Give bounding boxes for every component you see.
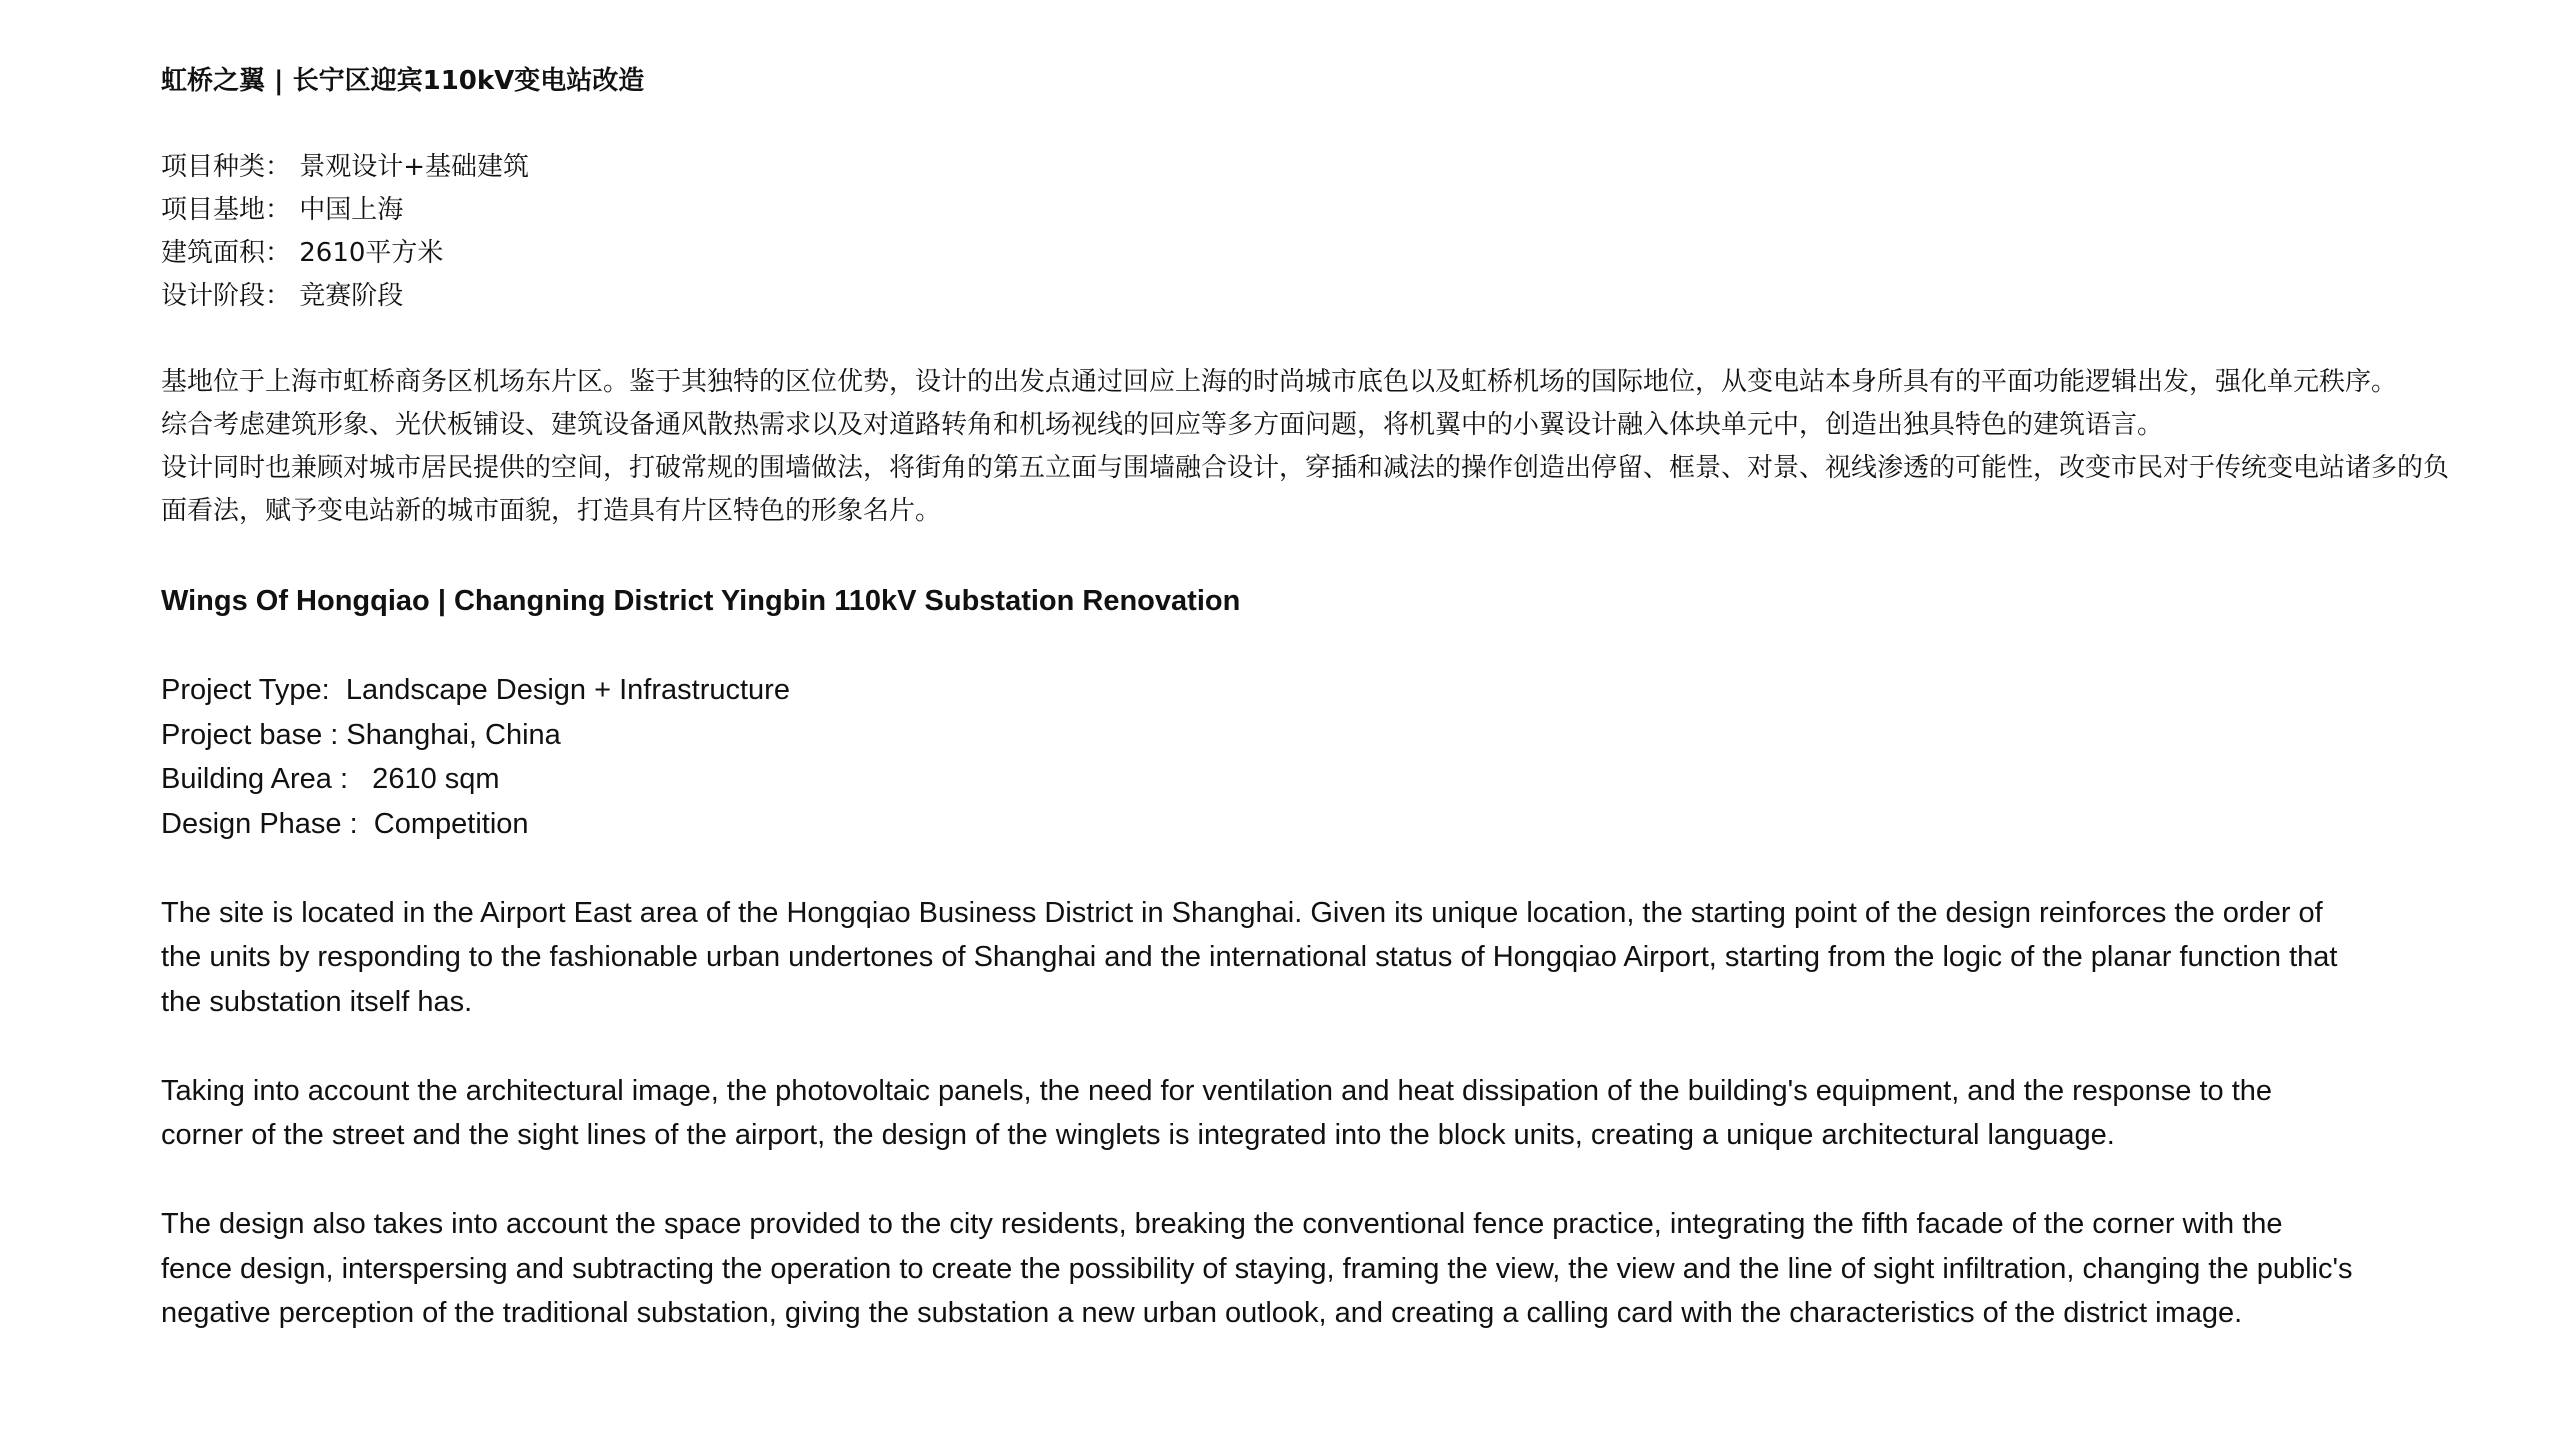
chinese-title: 虹桥之翼 | 长宁区迎宾110kV变电站改造 bbox=[161, 66, 645, 96]
info-project-base-en: Project base : Shanghai, China bbox=[161, 718, 561, 751]
english-project-info bbox=[161, 668, 2461, 846]
info-project-type-en: Project Type: Landscape Design + Infrastructure bbox=[161, 674, 790, 706]
chinese-paragraph-public-space: 设计同时也兼顾对城市居民提供的空间，打破常规的围墙做法，将街角的第五立面与围墙融合设计，穿插和减法的操作创造出停留、框景、对景、视线渗透的可能性，改变市民对于传统变电站诸多的负面看法，赋予变电站新的城市面貌，打造具有片区特色的形象名片。 bbox=[161, 453, 2450, 526]
info-design-phase-zh: 设计阶段： 竞赛阶段 bbox=[161, 281, 404, 311]
english-paragraph-site: The site is located in the Airport East area of the Hongqiao Business District in Shanghai. Given its unique location, the starting point of the design reinforces the order of the units by responding to the fashionable urban undertones of Shanghai and the international status of Hongqiao Airport, starting from the logic of the planar function that the substation itself has. bbox=[161, 896, 2338, 1018]
chinese-project-info bbox=[161, 146, 2461, 318]
document-page bbox=[161, 60, 2461, 1336]
info-design-phase-en: Design Phase : Competition bbox=[161, 807, 529, 840]
english-paragraph-design: Taking into account the architectural image, the photovoltaic panels, the need for ventilation and heat dissipation of the building's equipment, and the response to the corner of the street and the sight lines of the airport, the design of the winglets is integrated into the block units, creating a unique architectural language. bbox=[161, 1074, 2273, 1151]
english-section bbox=[161, 579, 2461, 1336]
chinese-paragraph-site: 基地位于上海市虹桥商务区机场东片区。鉴于其独特的区位优势，设计的出发点通过回应上海的时尚城市底色以及虹桥机场的国际地位，从变电站本身所具有的平面功能逻辑出发，强化单元秩序。 bbox=[161, 367, 2398, 397]
info-project-base-zh: 项目基地： 中国上海 bbox=[161, 195, 404, 225]
info-building-area-en: Building Area : 2610 sqm bbox=[161, 763, 500, 795]
info-building-area-zh: 建筑面积： 2610平方米 bbox=[161, 238, 444, 268]
chinese-paragraph-design: 综合考虑建筑形象、光伏板铺设、建筑设备通风散热需求以及对道路转角和机场视线的回应等多方面问题，将机翼中的小翼设计融入体块单元中，创造出独具特色的建筑语言。 bbox=[161, 410, 2164, 440]
chinese-section bbox=[161, 60, 2461, 533]
english-paragraph-public-space: The design also takes into account the space provided to the city residents, breaking the conventional fence practice, integrating the fifth facade of the corner with the fence design, interspersing and subtracting the operation to create the possibility of staying, framing the view, the view and the line of sight infiltration, changing the public's negative perception of the traditional substation, giving the substation a new urban outlook, and creating a calling card with the characteristics of the district image. bbox=[161, 1208, 2353, 1329]
info-project-type-zh: 项目种类： 景观设计+基础建筑 bbox=[161, 152, 530, 182]
english-title: Wings Of Hongqiao | Changning District Yingbin 110kV Substation Renovation bbox=[161, 585, 1241, 617]
